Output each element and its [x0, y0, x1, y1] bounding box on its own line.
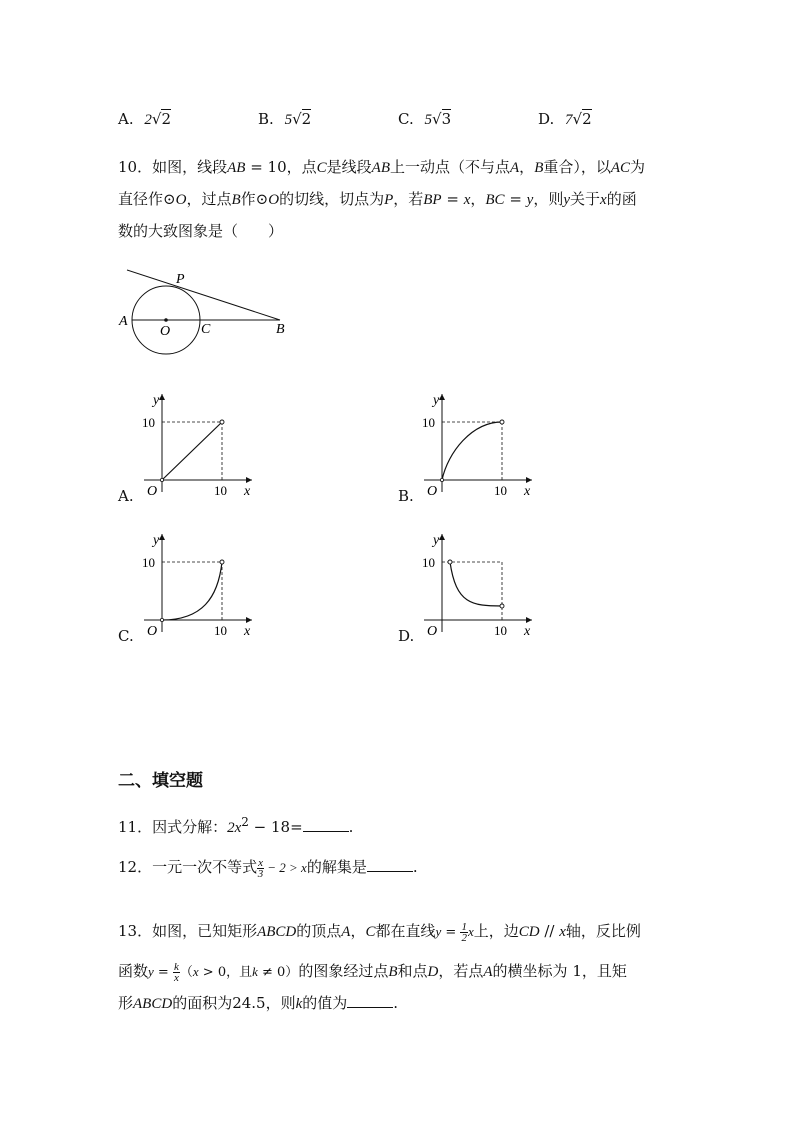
q12: 12．一元一次不等式 $\frac{x}{3}$ − 2 > x的解集是 . — [118, 856, 418, 880]
answer-blank[interactable] — [347, 995, 393, 1008]
label-c: C — [201, 322, 211, 337]
center-dot — [164, 318, 168, 322]
sqrt-symbol: √ — [432, 110, 442, 128]
open-endpoint — [500, 604, 504, 608]
q9-option-c: C. 5√3 — [398, 110, 452, 128]
label-b: B — [276, 322, 285, 337]
graph-d-letter: D. — [398, 627, 415, 645]
answer-blank[interactable] — [303, 819, 349, 832]
y-axis-arrow-icon — [439, 534, 445, 540]
graph-c-letter: C. — [118, 627, 134, 645]
graph-a — [140, 388, 260, 500]
y-tick-label: 10 — [142, 415, 155, 430]
x-axis-label: x — [524, 624, 531, 639]
y-axis-label: y — [153, 393, 160, 408]
sqrt-symbol: √ — [292, 110, 302, 128]
x-axis-arrow-icon — [246, 617, 252, 623]
open-endpoint — [220, 420, 224, 424]
origin-circle — [160, 618, 163, 621]
q9-option-b: B. 5√2 — [258, 110, 312, 128]
y-tick-label: 10 — [142, 555, 155, 570]
label-a: A — [119, 314, 128, 329]
circle-dot-icon: ⊙ — [255, 190, 269, 208]
fraction: $\frac{1}{2}$ — [461, 920, 467, 944]
origin-label: O — [427, 624, 438, 639]
y-tick-label: 10 — [422, 555, 435, 570]
origin-label: O — [147, 624, 158, 639]
q9-option-d: D. 7√2 — [538, 110, 592, 128]
y-axis-label: y — [433, 533, 440, 548]
x-tick-label: 10 — [214, 483, 227, 498]
graph-b-letter: B. — [398, 487, 414, 505]
label-p: P — [176, 272, 185, 287]
y-axis-arrow-icon — [439, 394, 445, 400]
function-curve — [162, 422, 222, 480]
q13-line3: 形ABCD的面积为24.5，则k的值为 . — [118, 994, 399, 1012]
y-tick-label: 10 — [422, 415, 435, 430]
open-endpoint — [500, 420, 504, 424]
function-curve — [450, 562, 502, 606]
q11: 11．因式分解：$2x^2 - 18=$ . — [118, 815, 354, 836]
tangent-line — [127, 270, 280, 320]
section-heading: 二、填空题 — [118, 771, 203, 791]
y-axis-arrow-icon — [159, 394, 165, 400]
function-curve — [442, 422, 502, 480]
q10-line3: 数的大致图象是（ ） — [118, 222, 284, 240]
circle-dot-icon: ⊙ — [163, 190, 176, 208]
q13-line2: 函数y = $\frac{k}{x}$ （x > 0，且k ≠ 0）的图象经过点B和点D，若点A的横坐标为 1，且矩 — [118, 960, 627, 984]
x-tick-label: 10 — [494, 623, 507, 638]
open-endpoint — [448, 560, 452, 564]
x-axis-label: x — [244, 624, 251, 639]
circle-tangent-figure — [110, 262, 300, 362]
x-axis-arrow-icon — [526, 477, 532, 483]
x-axis-label: x — [524, 484, 531, 499]
q10-line2: 直径作⊙O，过点B作⊙O的切线，切点为P，若BP = x，BC = y，则y关于x的函 — [118, 190, 637, 208]
x-axis-arrow-icon — [526, 617, 532, 623]
y-axis-label: y — [153, 533, 160, 548]
graph-c — [140, 528, 260, 640]
answer-blank[interactable] — [367, 859, 413, 872]
x-axis-arrow-icon — [246, 477, 252, 483]
label-o: O — [160, 324, 171, 339]
x-axis-label: x — [244, 484, 251, 499]
graph-d — [420, 528, 540, 640]
origin-label: O — [427, 484, 438, 499]
y-axis-label: y — [433, 393, 440, 408]
q13-line1: 13．如图，已知矩形ABCD的顶点A，C都在直线y = $\frac{1}{2}$ x上，边CD // x轴，反比例 — [118, 920, 641, 944]
fraction: $\frac{x}{3}$ — [257, 856, 264, 880]
q10-line1: 10．如图，线段AB = 10，点C是线段AB上一动点（不与点A，B重合），以AC为 — [118, 158, 646, 176]
origin-label: O — [147, 484, 158, 499]
graph-b — [420, 388, 540, 500]
open-endpoint — [220, 560, 224, 564]
graph-a-letter: A. — [118, 487, 134, 505]
function-curve — [162, 562, 222, 620]
origin-circle — [440, 478, 443, 481]
x-tick-label: 10 — [214, 623, 227, 638]
sqrt-symbol: √ — [572, 110, 583, 128]
x-tick-label: 10 — [494, 483, 507, 498]
fraction: $\frac{k}{x}$ — [173, 960, 179, 984]
sqrt-symbol: √ — [151, 110, 162, 128]
y-axis-arrow-icon — [159, 534, 165, 540]
origin-circle — [160, 478, 163, 481]
q9-option-a: A. 2√2 — [118, 110, 171, 128]
